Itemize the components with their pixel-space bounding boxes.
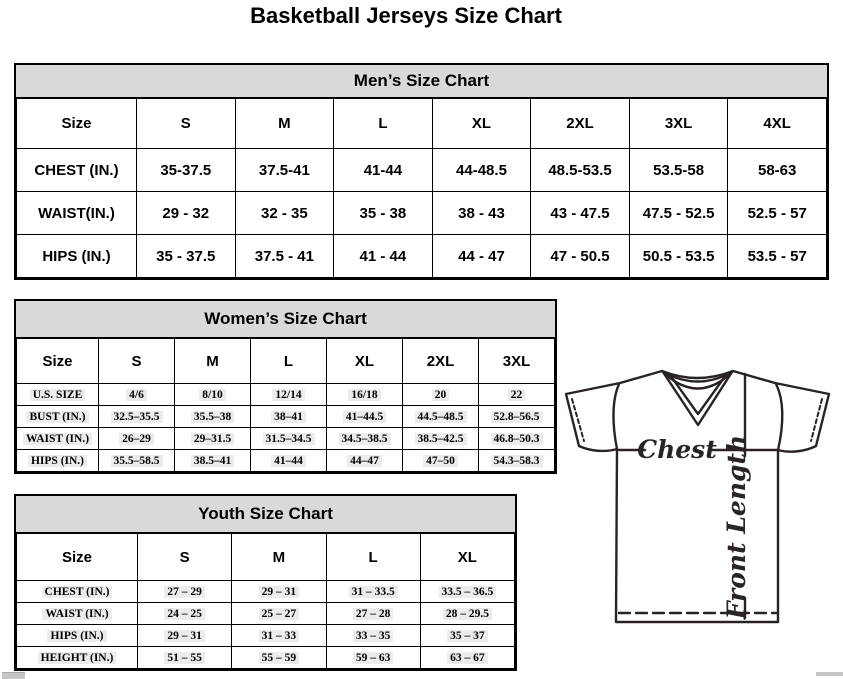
size-value-cell [138, 581, 232, 603]
row-label [17, 428, 99, 450]
size-value-cell [326, 625, 420, 647]
size-value-cell [479, 428, 555, 450]
header-row [17, 534, 515, 581]
column-header: S [137, 99, 236, 149]
size-value-cell [420, 603, 514, 625]
column-header: L [334, 99, 433, 149]
size-value-cell [251, 384, 327, 406]
size-value-cell [232, 581, 326, 603]
highlighted-value: WAIST (IN.) [42, 608, 111, 620]
size-value-cell: 44-48.5 [432, 149, 531, 192]
highlighted-value: 52.8–56.5 [491, 411, 543, 423]
row-label [17, 406, 99, 428]
highlighted-value: 41–44 [271, 455, 306, 467]
column-header: 2XL [531, 99, 630, 149]
size-value-cell: 35-37.5 [137, 149, 236, 192]
scrollbar-fragment-right[interactable] [816, 672, 843, 676]
header-row [17, 99, 827, 149]
column-header: 3XL [479, 339, 555, 384]
highlighted-value: 38.5–41 [191, 455, 234, 467]
size-value-cell [420, 581, 514, 603]
size-value-cell [138, 647, 232, 669]
column-header: Size [17, 339, 99, 384]
highlighted-value: HEIGHT (IN.) [38, 652, 117, 664]
size-value-cell [99, 406, 175, 428]
youth-table-title: Youth Size Chart [16, 496, 515, 533]
size-value-cell: 53.5-58 [629, 149, 728, 192]
size-value-cell: 48.5-53.5 [531, 149, 630, 192]
size-value-cell: 47.5 - 52.5 [629, 192, 728, 235]
size-value-cell: 37.5-41 [235, 149, 334, 192]
highlighted-value: 27 – 28 [353, 608, 394, 620]
highlighted-value: 34.5–38.5 [339, 433, 391, 445]
size-value-cell [251, 450, 327, 472]
size-value-cell: 41 - 44 [334, 235, 433, 278]
table-row [17, 428, 555, 450]
row-label [17, 384, 99, 406]
column-header: XL [420, 534, 514, 581]
highlighted-value: 38.5–42.5 [415, 433, 467, 445]
size-value-cell: 29 - 32 [137, 192, 236, 235]
size-value-cell [420, 625, 514, 647]
column-header: M [232, 534, 326, 581]
highlighted-value: 35.5–58.5 [111, 455, 163, 467]
column-header: S [99, 339, 175, 384]
row-label [17, 625, 138, 647]
size-value-cell [327, 450, 403, 472]
table-row [17, 625, 515, 647]
highlighted-value: CHEST (IN.) [42, 586, 113, 598]
highlighted-value: 31.5–34.5 [263, 433, 315, 445]
size-value-cell [326, 647, 420, 669]
size-value-cell [479, 450, 555, 472]
highlighted-value: 44.5–48.5 [415, 411, 467, 423]
size-value-cell [326, 603, 420, 625]
size-value-cell [232, 603, 326, 625]
highlighted-value: 12/14 [272, 389, 304, 401]
highlighted-value: 24 – 25 [164, 608, 205, 620]
size-value-cell: 50.5 - 53.5 [629, 235, 728, 278]
size-value-cell [175, 384, 251, 406]
row-label [17, 603, 138, 625]
size-value-cell [175, 450, 251, 472]
size-value-cell: 37.5 - 41 [235, 235, 334, 278]
size-value-cell [99, 384, 175, 406]
column-header: XL [327, 339, 403, 384]
column-header: Size [17, 99, 137, 149]
table-row [17, 450, 555, 472]
column-header: L [251, 339, 327, 384]
highlighted-value: 47–50 [423, 455, 458, 467]
row-label [17, 647, 138, 669]
table-row [17, 647, 515, 669]
size-value-cell: 47 - 50.5 [531, 235, 630, 278]
column-header: 2XL [403, 339, 479, 384]
row-label [17, 450, 99, 472]
column-header: 4XL [728, 99, 827, 149]
table-row [17, 581, 515, 603]
size-value-cell [251, 428, 327, 450]
size-value-cell: 53.5 - 57 [728, 235, 827, 278]
row-label: WAIST(IN.) [17, 192, 137, 235]
highlighted-value: 29 – 31 [259, 586, 300, 598]
size-value-cell [420, 647, 514, 669]
size-value-cell [99, 428, 175, 450]
womens-size-table [14, 299, 557, 474]
size-value-cell [327, 406, 403, 428]
highlighted-value: 28 – 29.5 [443, 608, 492, 620]
column-header: M [235, 99, 334, 149]
size-value-cell: 35 - 37.5 [137, 235, 236, 278]
highlighted-value: 54.3–58.3 [491, 455, 543, 467]
highlighted-value: 55 – 59 [259, 652, 300, 664]
size-value-cell: 41-44 [334, 149, 433, 192]
highlighted-value: 59 – 63 [353, 652, 394, 664]
highlighted-value: U.S. SIZE [30, 389, 86, 401]
table-row [17, 235, 827, 278]
youth-table-grid [16, 533, 515, 669]
size-value-cell [479, 384, 555, 406]
column-header: 3XL [629, 99, 728, 149]
mens-size-table [14, 63, 829, 280]
size-value-cell [232, 647, 326, 669]
size-value-cell [403, 384, 479, 406]
size-value-cell [175, 406, 251, 428]
womens-table-title: Women’s Size Chart [16, 301, 555, 338]
highlighted-value: 31 – 33 [259, 630, 300, 642]
row-label [17, 581, 138, 603]
highlighted-value: 41–44.5 [343, 411, 386, 423]
highlighted-value: 16/18 [348, 389, 380, 401]
size-value-cell [403, 450, 479, 472]
size-value-cell: 32 - 35 [235, 192, 334, 235]
mens-table-title: Men’s Size Chart [16, 65, 827, 98]
highlighted-value: 29 – 31 [164, 630, 205, 642]
row-label: CHEST (IN.) [17, 149, 137, 192]
highlighted-value: 35.5–38 [191, 411, 234, 423]
table-row [17, 603, 515, 625]
size-value-cell [175, 428, 251, 450]
size-value-cell [99, 450, 175, 472]
size-value-cell [479, 406, 555, 428]
size-value-cell [138, 603, 232, 625]
highlighted-value: 38–41 [271, 411, 306, 423]
highlighted-value: 4/6 [126, 389, 147, 401]
highlighted-value: 44–47 [347, 455, 382, 467]
highlighted-value: 33.5 – 36.5 [439, 586, 497, 598]
size-value-cell [251, 406, 327, 428]
highlighted-value: HIPS (IN.) [28, 455, 87, 467]
highlighted-value: 63 – 67 [447, 652, 488, 664]
highlighted-value: 22 [508, 389, 526, 401]
column-header: XL [432, 99, 531, 149]
size-value-cell [403, 406, 479, 428]
size-value-cell [232, 625, 326, 647]
size-value-cell: 38 - 43 [432, 192, 531, 235]
size-value-cell [327, 384, 403, 406]
table-row [17, 406, 555, 428]
highlighted-value: 46.8–50.3 [491, 433, 543, 445]
highlighted-value: WAIST (IN.) [23, 433, 92, 445]
table-row [17, 192, 827, 235]
womens-table-grid [16, 338, 555, 472]
highlighted-value: 33 – 35 [353, 630, 394, 642]
size-value-cell: 35 - 38 [334, 192, 433, 235]
size-value-cell [403, 428, 479, 450]
highlighted-value: 25 – 27 [259, 608, 300, 620]
size-value-cell [326, 581, 420, 603]
highlighted-value: 29–31.5 [191, 433, 234, 445]
column-header: Size [17, 534, 138, 581]
highlighted-value: HIPS (IN.) [47, 630, 106, 642]
column-header: S [138, 534, 232, 581]
highlighted-value: 35 – 37 [447, 630, 488, 642]
highlighted-value: 20 [432, 389, 450, 401]
jersey-measurement-diagram [557, 362, 842, 662]
highlighted-value: 8/10 [199, 389, 225, 401]
size-value-cell: 52.5 - 57 [728, 192, 827, 235]
page-title: Basketball Jerseys Size Chart [250, 3, 562, 28]
column-header: L [326, 534, 420, 581]
highlighted-value: 32.5–35.5 [111, 411, 163, 423]
highlighted-value: 51 – 55 [164, 652, 205, 664]
scrollbar-fragment-left[interactable] [2, 672, 25, 679]
highlighted-value: 27 – 29 [164, 586, 205, 598]
table-row [17, 384, 555, 406]
jersey-outline-shape [566, 371, 829, 622]
mens-table-grid [16, 98, 827, 278]
size-value-cell: 43 - 47.5 [531, 192, 630, 235]
size-value-cell: 58-63 [728, 149, 827, 192]
size-value-cell [327, 428, 403, 450]
size-value-cell: 44 - 47 [432, 235, 531, 278]
header-row [17, 339, 555, 384]
size-value-cell [138, 625, 232, 647]
column-header: M [175, 339, 251, 384]
youth-size-table [14, 494, 517, 671]
front-length-label: Front Length [722, 434, 751, 620]
highlighted-value: 31 – 33.5 [349, 586, 398, 598]
row-label: HIPS (IN.) [17, 235, 137, 278]
chest-label: Chest [637, 435, 717, 464]
highlighted-value: BUST (IN.) [26, 411, 88, 423]
table-row [17, 149, 827, 192]
highlighted-value: 26–29 [119, 433, 154, 445]
